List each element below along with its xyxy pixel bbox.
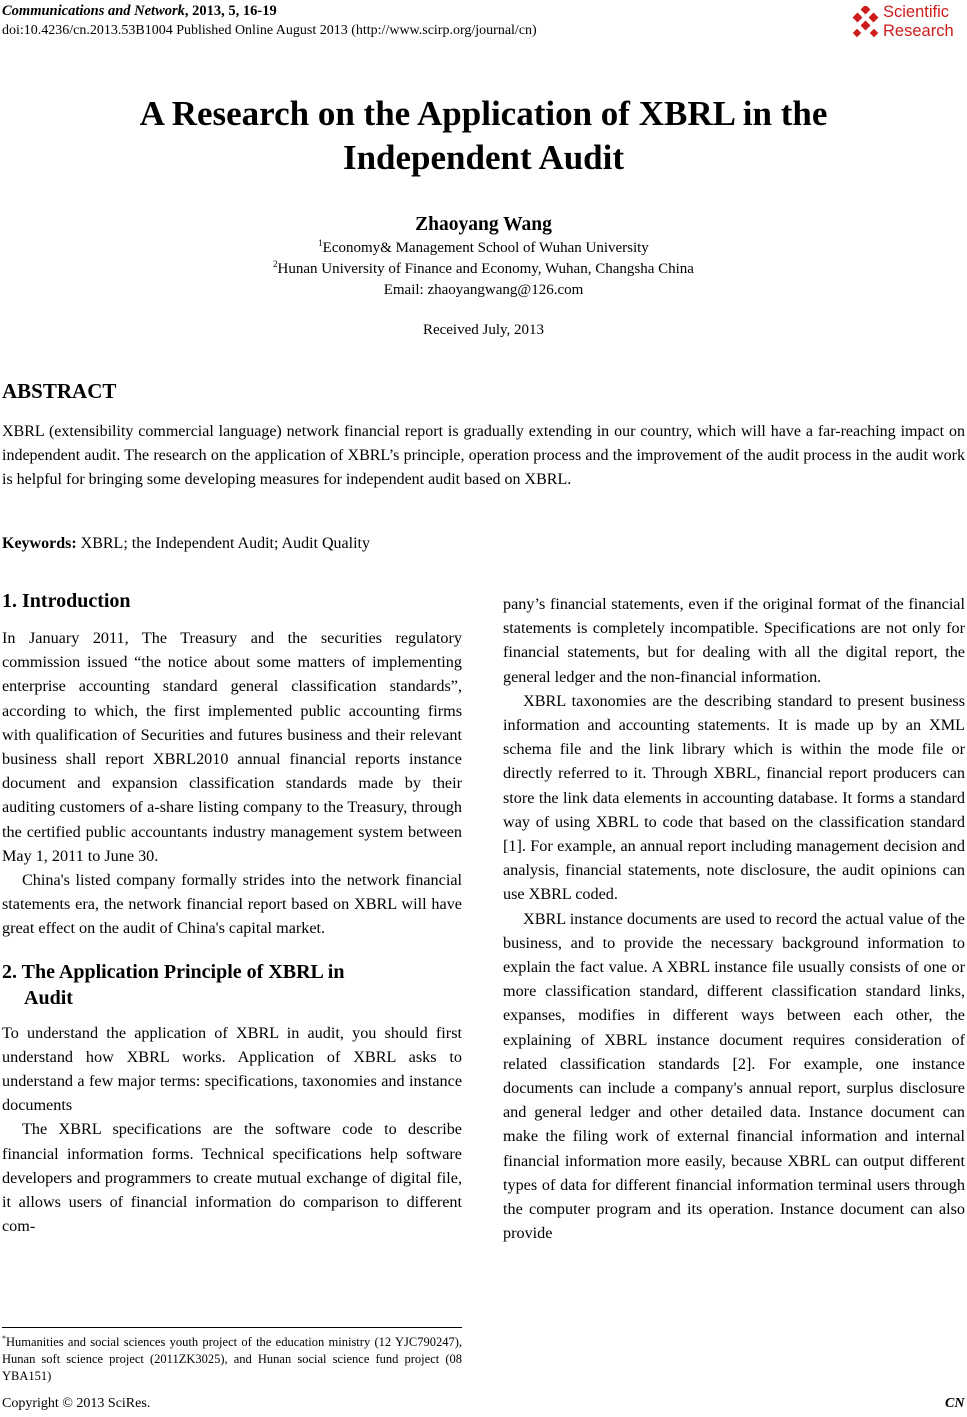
section-2-heading-line-1: 2. The Application Principle of XBRL in — [2, 960, 345, 983]
affiliation-2-sup: 2 — [273, 259, 278, 269]
abstract-heading: ABSTRACT — [2, 379, 117, 403]
affiliation-1-sup: 1 — [318, 238, 323, 248]
affiliation-1 — [0, 238, 967, 257]
doi-line: doi:10.4236/cn.2013.53B1004 Published Online August 2013 (http://www.scirp.org/journal/cn) — [2, 23, 537, 38]
footnote-rule — [2, 1327, 462, 1328]
right-column — [503, 592, 965, 1245]
logo-line-2: Research — [883, 22, 954, 40]
right-paragraph-3: XBRL instance documents are used to record the actual value of the business, and to provide the necessary background information to explain the fact value. A XBRL instance file usually consists of one or more classification standard, different classification standard links, expanses, modifies in different ways between each other, the explaining of XBRL instance document requires consideration of related classification standards [2]. For example, one instance documents can include a company's annual report, surplus disclosure and general ledger and other detailed data. Instance document can make the filing work of external financial information and internal financial information more easily, because XBRL can output different types of data for different financial information terminal users through the computer program and its operation. Instance document can also provide — [503, 909, 965, 1243]
section-2-paragraph-1: To understand the application of XBRL in audit, you should first understand how XBRL works. Application of XBRL asks to understand a few major terms: specifications, taxonomies and instance documents — [2, 1023, 462, 1115]
section-2-heading-line-2: Audit — [24, 986, 73, 1009]
author-email: Email: zhaoyangwang@126.com — [383, 282, 584, 298]
abstract-body: XBRL (extensibility commercial language) network financial report is gradually extending in our country, which will have a far-reaching impact on independent audit. The research on the application of XBRL’s principle, operation process and the improvement of the audit process in the audit work is helpful for bringing some developing measures for independent audit based on XBRL. — [2, 423, 965, 488]
footnote — [2, 1330, 462, 1385]
left-column — [2, 588, 462, 1238]
copyright-notice: Copyright © 2013 SciRes. — [2, 1396, 151, 1411]
paper-title — [0, 92, 967, 180]
right-paragraph-2: XBRL taxonomies are the describing standard to present business information and accounting statements. It is made up by an XML schema file and the link library which is within the mode file or directly referred to it. Through XBRL, financial report producers can store the link data elements in accounting database. It forms a standard way of using XBRL to code that based on the classification standard [1]. For example, an annual report including management decision and analysis, financial statements, note disclosure, the audit opinions can use XBRL coded. — [503, 691, 965, 904]
journal-volume-pages: , 2013, 5, 16-19 — [184, 3, 277, 19]
affiliation-2 — [0, 259, 967, 278]
affiliation-1-text: Economy& Management School of Wuhan University — [322, 240, 649, 256]
keywords-label: Keywords: — [2, 535, 77, 552]
publisher-logo-text — [883, 3, 954, 41]
footnote-marker: * — [2, 1334, 6, 1343]
section-1-paragraph-2: China's listed company formally strides into the network financial statements era, the network financial report based on XBRL will have great effect on the audit of China's capital market. — [2, 871, 462, 938]
paper-title-line-2: Independent Audit — [342, 138, 625, 177]
footnote-text: Humanities and social sciences youth project of the education ministry (12 YJC790247), Hunan soft science project (2011ZK3025), and Hunan social science fund project (08 YBA151) — [2, 1335, 462, 1384]
right-paragraph-1: pany’s financial statements, even if the original format of the financial statements is completely incompatible. Specifications are not only for financial statements, but for dealing with all the digital report, the general ledger and the non-financial information. — [503, 595, 965, 686]
keywords — [2, 535, 370, 553]
section-2-heading — [2, 959, 462, 1011]
section-1-paragraph-1: In January 2011, The Treasury and the securities regulatory commission issued “the notice about some matters of implementing enterprise accounting standard general classification standards”, according to which, the first implemented public accounting firms with qualification of Securities and futures business and their relevant business shall report XBRL2010 annual financial reports instance document and expansion classification standards made by their auditing customers of a-share listing company to the Treasury, through the certified public accountants industry management system between May 1, 2011 to June 30. — [2, 629, 462, 865]
logo-line-1: Scientific — [883, 3, 950, 21]
affiliation-2-text: Hunan University of Finance and Economy, Wuhan, Changsha China — [277, 261, 694, 277]
publisher-logo — [851, 3, 966, 43]
publisher-logo-icon — [851, 6, 881, 38]
received-date: Received July, 2013 — [422, 322, 545, 338]
journal-name: Communications and Network — [2, 3, 185, 19]
section-1-heading: 1. Introduction — [2, 590, 131, 612]
journal-citation — [2, 3, 277, 20]
author-name: Zhaoyang Wang — [415, 214, 552, 235]
section-2-paragraph-2: The XBRL specifications are the software code to describe financial information forms. Technical specifications help software developers and programmers to create mutual exchange of digital file, it allows users of financial information do comparison to different com- — [2, 1120, 462, 1236]
paper-title-line-1: A Research on the Application of XBRL in the — [139, 94, 828, 133]
journal-abbreviation: CN — [945, 1396, 965, 1411]
keywords-text: XBRL; the Independent Audit; Audit Quality — [76, 535, 370, 552]
